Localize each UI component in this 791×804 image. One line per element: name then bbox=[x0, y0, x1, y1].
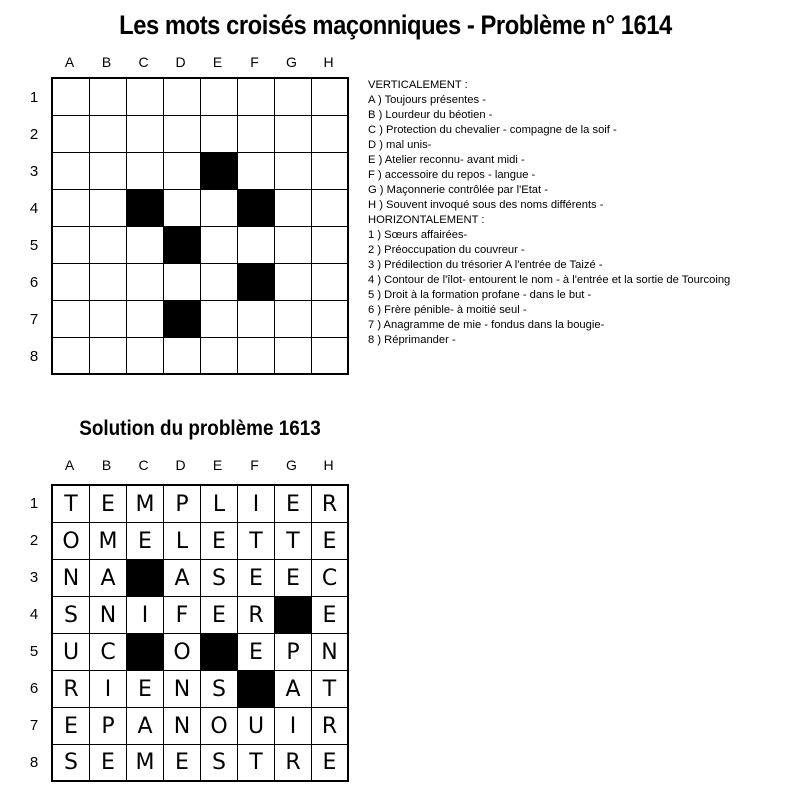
grid-cell: C bbox=[90, 634, 127, 671]
grid-cell: T bbox=[53, 486, 90, 523]
grid-cell: E bbox=[201, 523, 238, 560]
grid-cell: O bbox=[164, 634, 201, 671]
grid-cell: S bbox=[53, 745, 90, 782]
grid-cell[interactable] bbox=[53, 79, 90, 116]
grid-cell: E bbox=[312, 523, 349, 560]
grid-cell[interactable] bbox=[53, 301, 90, 338]
grid-cell: S bbox=[201, 560, 238, 597]
column-label: C bbox=[138, 457, 149, 473]
grid-cell: E bbox=[164, 745, 201, 782]
grid-cell[interactable] bbox=[312, 153, 349, 190]
grid-cell[interactable] bbox=[127, 338, 164, 375]
horizontal-clue: 1 ) Sœurs affairées- bbox=[368, 229, 468, 241]
grid-cell[interactable] bbox=[164, 338, 201, 375]
row-label: 2 bbox=[29, 126, 39, 143]
black-cell bbox=[201, 153, 238, 190]
puzzle-column-labels bbox=[51, 54, 347, 70]
black-cell bbox=[238, 671, 275, 708]
vertical-clue: A ) Toujours présentes - bbox=[368, 94, 486, 106]
grid-cell[interactable] bbox=[127, 153, 164, 190]
row-label: 2 bbox=[29, 532, 39, 549]
grid-cell[interactable] bbox=[53, 116, 90, 153]
grid-cell[interactable] bbox=[90, 79, 127, 116]
grid-cell[interactable] bbox=[312, 338, 349, 375]
black-cell bbox=[238, 264, 275, 301]
grid-cell[interactable] bbox=[164, 79, 201, 116]
column-label: H bbox=[323, 54, 334, 70]
grid-cell: M bbox=[127, 745, 164, 782]
grid-cell: E bbox=[238, 634, 275, 671]
grid-cell[interactable] bbox=[201, 190, 238, 227]
grid-cell: O bbox=[53, 523, 90, 560]
column-label: E bbox=[212, 457, 223, 473]
grid-cell[interactable] bbox=[53, 190, 90, 227]
grid-cell[interactable] bbox=[275, 190, 312, 227]
solution-title: Solution du problème 1613 bbox=[79, 417, 321, 440]
grid-cell: N bbox=[53, 560, 90, 597]
grid-cell: T bbox=[238, 523, 275, 560]
solution-column-labels bbox=[51, 457, 347, 473]
solution-row-labels bbox=[22, 485, 46, 781]
column-label: F bbox=[250, 457, 259, 473]
vertical-clue: B ) Lourdeur du béotien - bbox=[368, 109, 493, 121]
grid-cell: A bbox=[164, 560, 201, 597]
row-label: 8 bbox=[29, 348, 39, 365]
grid-cell[interactable] bbox=[90, 153, 127, 190]
row-label: 5 bbox=[29, 237, 39, 254]
grid-cell[interactable] bbox=[275, 264, 312, 301]
grid-cell: E bbox=[90, 486, 127, 523]
horizontal-clue: 5 ) Droit à la formation profane - dans le but - bbox=[368, 289, 592, 301]
vertical-heading: VERTICALEMENT : bbox=[368, 79, 468, 91]
column-label: B bbox=[101, 54, 112, 70]
grid-cell: E bbox=[90, 745, 127, 782]
grid-cell: E bbox=[53, 708, 90, 745]
grid-cell[interactable] bbox=[127, 301, 164, 338]
grid-cell: P bbox=[90, 708, 127, 745]
black-cell bbox=[127, 190, 164, 227]
grid-cell[interactable] bbox=[238, 301, 275, 338]
grid-cell[interactable] bbox=[201, 79, 238, 116]
grid-cell[interactable] bbox=[238, 227, 275, 264]
column-label: E bbox=[212, 54, 223, 70]
vertical-clue: D ) mal unis- bbox=[368, 139, 432, 151]
row-label: 8 bbox=[29, 754, 39, 771]
grid-cell: I bbox=[127, 597, 164, 634]
grid-cell[interactable] bbox=[90, 338, 127, 375]
row-label: 1 bbox=[29, 89, 39, 106]
grid-cell[interactable] bbox=[164, 116, 201, 153]
grid-cell[interactable] bbox=[201, 116, 238, 153]
grid-cell: S bbox=[201, 671, 238, 708]
grid-cell[interactable] bbox=[238, 116, 275, 153]
grid-cell[interactable] bbox=[275, 153, 312, 190]
row-label: 4 bbox=[29, 200, 39, 217]
grid-cell: E bbox=[312, 597, 349, 634]
grid-cell[interactable] bbox=[201, 301, 238, 338]
grid-cell[interactable] bbox=[127, 116, 164, 153]
grid-cell[interactable] bbox=[90, 264, 127, 301]
grid-cell: P bbox=[275, 634, 312, 671]
row-label: 6 bbox=[29, 274, 39, 291]
grid-cell: I bbox=[275, 708, 312, 745]
grid-cell: T bbox=[312, 671, 349, 708]
grid-cell[interactable] bbox=[164, 153, 201, 190]
grid-cell[interactable] bbox=[164, 264, 201, 301]
puzzle-grid bbox=[51, 77, 349, 375]
grid-cell: S bbox=[201, 745, 238, 782]
grid-cell: R bbox=[53, 671, 90, 708]
page-title: Les mots croisés maçonniques - Problème n° 1614 bbox=[119, 10, 672, 40]
grid-cell: A bbox=[275, 671, 312, 708]
horizontal-clue: 7 ) Anagramme de mie - fondus dans la bougie- bbox=[368, 319, 605, 331]
grid-cell[interactable] bbox=[90, 301, 127, 338]
vertical-clue: C ) Protection du chevalier - compagne de la soif - bbox=[368, 124, 617, 136]
column-label: D bbox=[175, 54, 186, 70]
grid-cell: N bbox=[164, 671, 201, 708]
grid-cell[interactable] bbox=[275, 116, 312, 153]
row-label: 1 bbox=[29, 495, 39, 512]
black-cell bbox=[127, 560, 164, 597]
column-label: B bbox=[101, 457, 112, 473]
column-label: H bbox=[323, 457, 334, 473]
grid-cell[interactable] bbox=[164, 190, 201, 227]
grid-cell[interactable] bbox=[275, 338, 312, 375]
grid-cell[interactable] bbox=[201, 227, 238, 264]
grid-cell[interactable] bbox=[90, 190, 127, 227]
column-label: G bbox=[286, 457, 297, 473]
grid-cell: R bbox=[312, 486, 349, 523]
vertical-clue: F ) accessoire du repos - langue - bbox=[368, 169, 536, 181]
grid-cell: E bbox=[275, 560, 312, 597]
grid-cell: P bbox=[164, 486, 201, 523]
horizontal-clue: 8 ) Réprimander - bbox=[368, 334, 456, 346]
horizontal-clue: 6 ) Frère pénible- à moitié seul - bbox=[368, 304, 527, 316]
grid-cell[interactable] bbox=[312, 301, 349, 338]
grid-cell[interactable] bbox=[238, 79, 275, 116]
row-label: 3 bbox=[29, 163, 39, 180]
clues-panel bbox=[368, 78, 778, 348]
grid-cell: T bbox=[275, 523, 312, 560]
puzzle-row-labels bbox=[22, 79, 46, 375]
horizontal-clue: 3 ) Prédilection du trésorier A l'entrée de Taizé - bbox=[368, 259, 603, 271]
grid-cell[interactable] bbox=[312, 190, 349, 227]
grid-cell: A bbox=[127, 708, 164, 745]
black-cell bbox=[164, 301, 201, 338]
grid-cell[interactable] bbox=[312, 116, 349, 153]
grid-cell[interactable] bbox=[238, 153, 275, 190]
row-label: 7 bbox=[29, 311, 39, 328]
grid-cell[interactable] bbox=[127, 264, 164, 301]
grid-cell: N bbox=[90, 597, 127, 634]
vertical-clue: H ) Souvent invoqué sous des noms différents - bbox=[368, 199, 604, 211]
grid-cell[interactable] bbox=[127, 79, 164, 116]
grid-cell: E bbox=[312, 745, 349, 782]
grid-cell[interactable] bbox=[53, 264, 90, 301]
grid-cell: I bbox=[238, 486, 275, 523]
grid-cell: E bbox=[127, 671, 164, 708]
grid-cell[interactable] bbox=[275, 227, 312, 264]
column-label: F bbox=[250, 54, 259, 70]
black-cell bbox=[127, 634, 164, 671]
grid-cell: L bbox=[164, 523, 201, 560]
row-label: 4 bbox=[29, 606, 39, 623]
column-label: C bbox=[138, 54, 149, 70]
grid-cell: U bbox=[238, 708, 275, 745]
grid-cell[interactable] bbox=[201, 338, 238, 375]
grid-cell[interactable] bbox=[275, 301, 312, 338]
black-cell bbox=[164, 227, 201, 264]
grid-cell: M bbox=[90, 523, 127, 560]
grid-cell: N bbox=[312, 634, 349, 671]
grid-cell[interactable] bbox=[53, 153, 90, 190]
column-label: D bbox=[175, 457, 186, 473]
grid-cell: E bbox=[127, 523, 164, 560]
grid-cell: C bbox=[312, 560, 349, 597]
grid-cell: N bbox=[164, 708, 201, 745]
grid-cell: R bbox=[312, 708, 349, 745]
grid-cell[interactable] bbox=[53, 338, 90, 375]
grid-cell[interactable] bbox=[312, 79, 349, 116]
row-label: 6 bbox=[29, 680, 39, 697]
grid-cell[interactable] bbox=[238, 338, 275, 375]
horizontal-heading: HORIZONTALEMENT : bbox=[368, 214, 485, 226]
grid-cell[interactable] bbox=[201, 264, 238, 301]
grid-cell: T bbox=[238, 745, 275, 782]
grid-cell: E bbox=[275, 486, 312, 523]
black-cell bbox=[201, 634, 238, 671]
column-label: A bbox=[64, 457, 75, 473]
black-cell bbox=[275, 597, 312, 634]
vertical-clue: G ) Maçonnerie contrôlée par l'Etat - bbox=[368, 184, 548, 196]
grid-cell: E bbox=[201, 597, 238, 634]
grid-cell: O bbox=[201, 708, 238, 745]
grid-cell[interactable] bbox=[90, 227, 127, 264]
grid-cell: S bbox=[53, 597, 90, 634]
grid-cell: F bbox=[164, 597, 201, 634]
grid-cell: U bbox=[53, 634, 90, 671]
grid-cell: L bbox=[201, 486, 238, 523]
grid-cell: I bbox=[90, 671, 127, 708]
solution-grid bbox=[51, 484, 349, 782]
grid-cell[interactable] bbox=[312, 227, 349, 264]
row-label: 5 bbox=[29, 643, 39, 660]
grid-cell[interactable] bbox=[127, 227, 164, 264]
grid-cell: R bbox=[238, 597, 275, 634]
grid-cell: R bbox=[275, 745, 312, 782]
row-label: 7 bbox=[29, 717, 39, 734]
grid-cell[interactable] bbox=[275, 79, 312, 116]
row-label: 3 bbox=[29, 569, 39, 586]
grid-cell: E bbox=[238, 560, 275, 597]
grid-cell[interactable] bbox=[90, 116, 127, 153]
grid-cell[interactable] bbox=[312, 264, 349, 301]
grid-cell: M bbox=[127, 486, 164, 523]
column-label: G bbox=[286, 54, 297, 70]
vertical-clue: E ) Atelier reconnu- avant midi - bbox=[368, 154, 525, 166]
horizontal-clue: 4 ) Contour de l'îlot- entourent le nom - à l'entrée et la sortie de Tourcoing bbox=[368, 274, 731, 286]
grid-cell: A bbox=[90, 560, 127, 597]
horizontal-clue: 2 ) Préoccupation du couvreur - bbox=[368, 244, 525, 256]
grid-cell[interactable] bbox=[53, 227, 90, 264]
black-cell bbox=[238, 190, 275, 227]
column-label: A bbox=[64, 54, 75, 70]
